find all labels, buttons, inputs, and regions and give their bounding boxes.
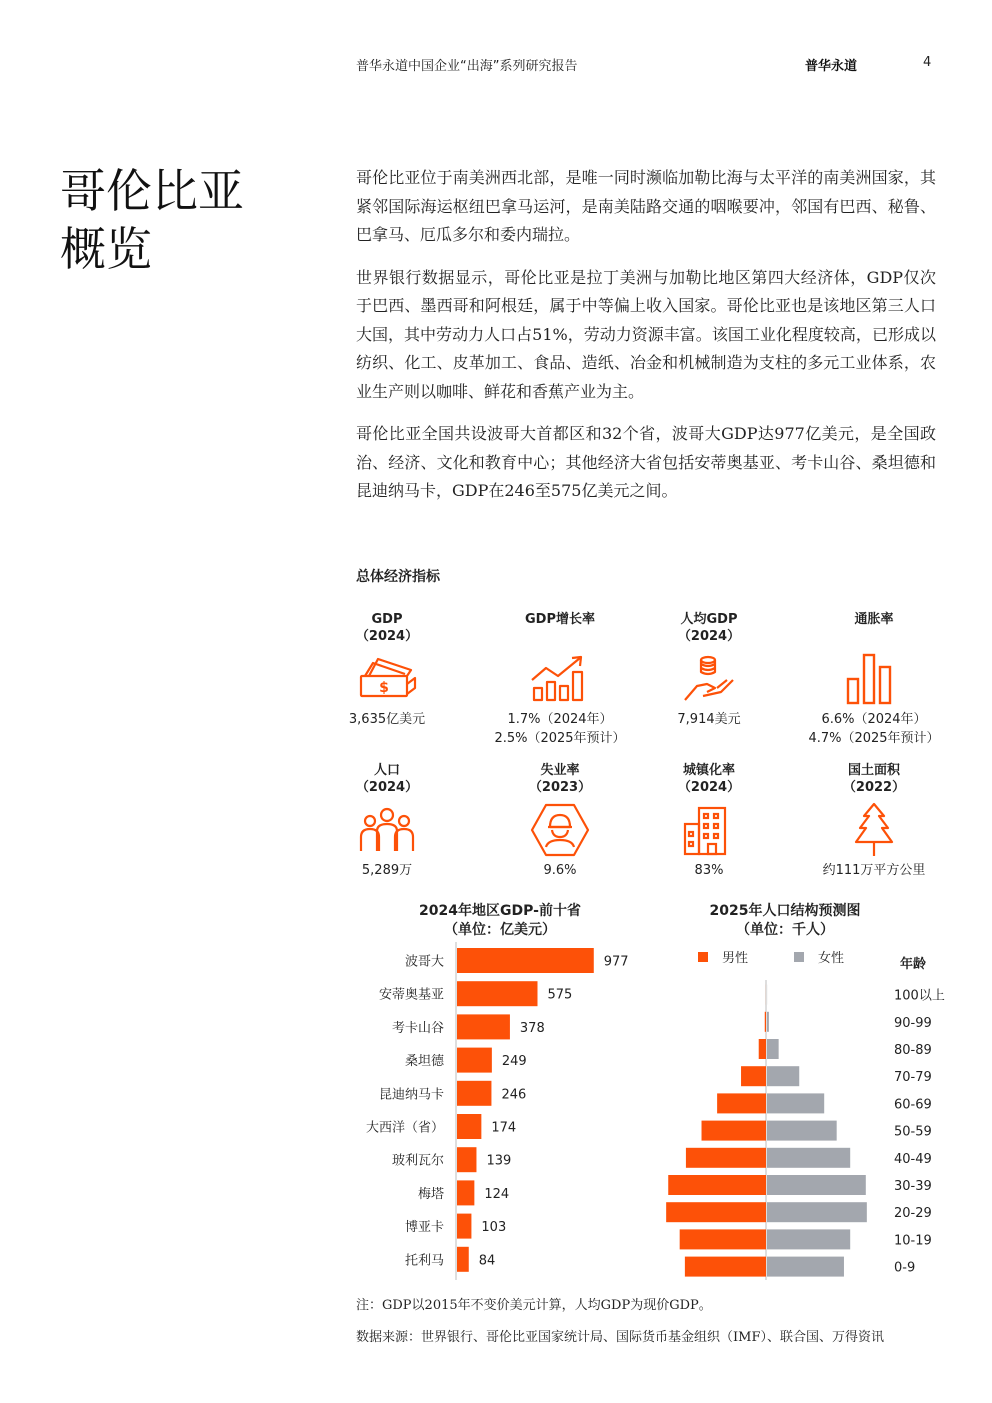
- gdp-bar: [457, 1114, 481, 1139]
- indicator-year: （2023）: [528, 780, 592, 795]
- indicator-value: 约111万平方公里: [822, 863, 926, 878]
- gdp-value-label: 84: [478, 1253, 496, 1269]
- female-bar: [767, 1257, 844, 1277]
- indicator-year: （2024）: [677, 780, 741, 795]
- indicator-value-2: 2.5%（2025年预计）: [494, 731, 626, 746]
- male-bar: [759, 1039, 766, 1059]
- male-bar: [702, 1121, 766, 1141]
- age-axis-label: 年龄: [900, 957, 927, 972]
- gdp-category-label: 桑坦德: [404, 1054, 444, 1070]
- indicator-value: 9.6%: [543, 863, 577, 878]
- gdp-bar: [457, 981, 538, 1006]
- age-group-label: 20-29: [894, 1206, 932, 1222]
- gdp-chart-title: [380, 902, 620, 940]
- gdp-value-label: 977: [603, 954, 629, 970]
- indicator-gdp-per-capita: [629, 611, 789, 730]
- legend-male-swatch: [698, 952, 708, 962]
- gdp-bar: [457, 1180, 474, 1205]
- indicator-year: （2024）: [677, 629, 741, 644]
- gdp-bar: [457, 948, 594, 973]
- body-text: [356, 164, 936, 520]
- indicator-label: 通胀率: [854, 612, 894, 627]
- report-series-title: 普华永道中国企业“出海”系列研究报告: [356, 59, 578, 74]
- female-bar: [767, 1202, 867, 1222]
- indicator-value: 1.7%（2024年）: [507, 712, 613, 727]
- pyramid-chart-title: [660, 902, 910, 940]
- age-group-label: 0-9: [894, 1260, 916, 1276]
- female-bar: [767, 1093, 824, 1113]
- gdp-category-label: 博亚卡: [404, 1220, 444, 1236]
- male-bar: [686, 1148, 766, 1168]
- gdp-category-label: 考卡山谷: [391, 1020, 444, 1036]
- indicators-section-title: 总体经济指标: [356, 569, 440, 585]
- worker-icon: [480, 800, 640, 860]
- indicator-year: [480, 628, 640, 645]
- male-bar: [765, 1012, 766, 1032]
- male-bar: [668, 1175, 766, 1195]
- page-title-line2: 概览: [60, 222, 152, 276]
- age-group-label: 10-19: [894, 1233, 932, 1249]
- gdp-category-label: 玻利瓦尔: [391, 1153, 444, 1169]
- indicator-inflation: [794, 611, 954, 747]
- gdp-bar-chart: [340, 940, 640, 1280]
- indicator-value: 6.6%（2024年）: [821, 712, 927, 727]
- gdp-category-label: 昆迪纳马卡: [378, 1087, 444, 1103]
- gdp-value-label: 378: [519, 1020, 545, 1036]
- indicator-gdp: [307, 611, 467, 730]
- indicator-land-area: [794, 762, 954, 879]
- indicator-value: 5,289万: [361, 863, 413, 878]
- legend-female-label: 女性: [818, 951, 845, 966]
- age-group-label: 70-79: [894, 1070, 932, 1086]
- age-group-label: 90-99: [894, 1015, 932, 1031]
- gdp-category-label: 波哥大: [404, 954, 444, 970]
- gdp-bar: [457, 1247, 469, 1272]
- age-group-label: 80-89: [894, 1043, 932, 1058]
- age-group-label: 40-49: [894, 1151, 932, 1167]
- page-title-line1: 哥伦比亚: [60, 164, 244, 218]
- female-bar: [767, 1121, 837, 1141]
- paragraph-3: 哥伦比亚全国共设波哥大首都区和32个省，波哥大GDP达977亿美元，是全国政治、经济、文化和教育中心；其他经济大省包括安蒂奥基亚、考卡山谷、桑坦德和昆迪纳马卡，GDP在246至575亿美元之间。: [356, 424, 936, 500]
- indicator-value: 83%: [694, 863, 724, 878]
- indicator-urbanization: [629, 762, 789, 879]
- indicator-gdp-growth: [480, 611, 640, 747]
- gdp-bar: [457, 1014, 510, 1039]
- svg-text:$: $: [379, 680, 389, 696]
- age-group-label: 100以上: [894, 988, 945, 1004]
- gdp-category-label: 安蒂奥基亚: [378, 987, 444, 1003]
- bar-chart-icon: [794, 649, 954, 709]
- female-bar: [767, 1148, 850, 1168]
- gdp-value-label: 174: [491, 1120, 517, 1136]
- male-bar: [685, 1257, 766, 1277]
- age-group-label: 50-59: [894, 1124, 932, 1140]
- gdp-value-label: 575: [547, 987, 573, 1003]
- gdp-category-label: 大西洋（省）: [365, 1120, 444, 1136]
- paragraph-1: 哥伦比亚位于南美洲西北部，是唯一同时濒临加勒比海与太平洋的南美洲国家，其紧邻国际海运枢纽巴拿马运河，是南美陆路交通的咽喉要冲，邻国有巴西、秘鲁、巴拿马、厄瓜多尔和委内瑞拉。: [356, 168, 936, 244]
- female-bar: [767, 1012, 769, 1032]
- gdp-bar: [457, 1081, 491, 1106]
- gdp-category-label: 托利马: [404, 1253, 444, 1269]
- gdp-value-label: 139: [486, 1153, 512, 1169]
- indicator-year: （2024）: [355, 780, 419, 795]
- building-icon: [629, 800, 789, 860]
- gdp-category-label: 梅塔: [417, 1186, 444, 1202]
- gdp-value-label: 249: [501, 1054, 527, 1070]
- female-bar: [767, 1039, 779, 1059]
- indicator-year: [794, 628, 954, 645]
- data-source: 数据来源：世界银行、哥伦比亚国家统计局、国际货币基金组织（IMF）、联合国、万得资讯: [356, 1330, 884, 1345]
- gdp-value-label: 124: [484, 1186, 510, 1202]
- money-icon: [307, 649, 467, 709]
- indicator-label: 人口: [373, 763, 400, 778]
- population-pyramid-chart: [640, 940, 970, 1280]
- growth-chart-icon: [480, 649, 640, 709]
- female-bar: [767, 1229, 850, 1249]
- indicator-label: 人均GDP: [680, 612, 738, 627]
- brand-name: 普华永道: [805, 59, 858, 74]
- pyramid-chart-title-text: 2025年人口结构预测图: [709, 903, 861, 919]
- gdp-bar: [457, 1048, 492, 1073]
- indicator-label: 城镇化率: [682, 763, 735, 778]
- indicator-year: （2022）: [842, 780, 906, 795]
- gdp-bar: [457, 1214, 471, 1239]
- legend-male-label: 男性: [722, 951, 749, 966]
- gdp-value-label: 103: [481, 1220, 507, 1236]
- coins-hand-icon: [629, 649, 789, 709]
- indicator-unemployment: [480, 762, 640, 879]
- gdp-chart-title-text: 2024年地区GDP-前十省: [419, 903, 581, 919]
- male-bar: [741, 1066, 766, 1086]
- female-bar: [767, 1175, 866, 1195]
- gdp-chart-subtitle: （单位：亿美元）: [444, 922, 556, 938]
- page-title: [60, 162, 310, 278]
- footnote: 注：GDP以2015年不变价美元计算，人均GDP为现价GDP。: [356, 1298, 712, 1313]
- male-bar: [717, 1093, 766, 1113]
- male-bar: [666, 1202, 766, 1222]
- indicator-label: 失业率: [540, 763, 580, 778]
- indicator-label: 国土面积: [847, 763, 900, 778]
- indicator-year: （2024）: [355, 629, 419, 644]
- gdp-value-label: 246: [501, 1087, 527, 1103]
- age-group-label: 30-39: [894, 1179, 932, 1194]
- female-bar: [767, 1066, 799, 1086]
- indicator-label: GDP增长率: [525, 612, 595, 627]
- paragraph-2: 世界银行数据显示，哥伦比亚是拉丁美洲与加勒比地区第四大经济体，GDP仅次于巴西、墨西哥和阿根廷，属于中等偏上收入国家。哥伦比亚也是该地区第三人口大国，其中劳动力人口占51%，劳动力资源丰富。该国工业化程度较高，已形成以纺织、化工、皮革加工、食品、造纸、冶金和机械制造为支柱的多元工业体系，农业生产则以咖啡、鲜花和香蕉产业为主。: [356, 267, 936, 401]
- male-bar: [680, 1229, 766, 1249]
- indicator-value: 7,914美元: [677, 712, 741, 727]
- legend-female-swatch: [794, 952, 804, 962]
- age-group-label: 60-69: [894, 1097, 932, 1113]
- indicator-value: 3,635亿美元: [348, 712, 426, 727]
- page-number: 4: [923, 55, 932, 70]
- tree-icon: [794, 800, 954, 860]
- indicator-population: [307, 762, 467, 879]
- indicator-label: GDP: [371, 612, 403, 627]
- indicator-value-2: 4.7%（2025年预计）: [808, 731, 940, 746]
- people-icon: [307, 800, 467, 860]
- gdp-bar: [457, 1147, 476, 1172]
- pyramid-chart-subtitle: （单位：千人）: [736, 922, 834, 938]
